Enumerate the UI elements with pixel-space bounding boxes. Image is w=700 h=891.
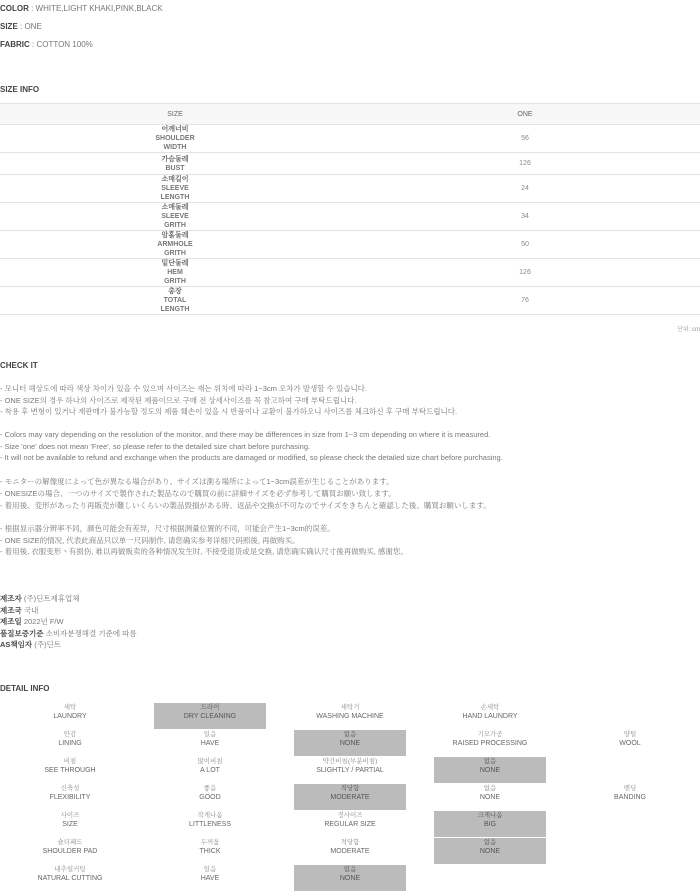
detail-label-ko: 많이비침 — [197, 758, 223, 765]
check-it-note: - ONESIZEの場合、一つのサイズで製作された製品なので購買の前に詳細サイズを必ず参考して購買お願い致します。 — [0, 489, 396, 498]
size-row-label-en: BUST — [165, 164, 185, 172]
maker-label: 제조자 — [0, 594, 22, 603]
detail-label-ko: 세탁기 — [340, 704, 360, 711]
detail-label-en: NONE — [479, 767, 501, 774]
check-it-note: - 根据显示器分辨率不同，颜色可能会有差异，尺寸根据测量位置的不同，可能会产生1~3cm的误差。 — [0, 524, 335, 533]
maker-line — [0, 639, 61, 650]
detail-label-ko: 세탁 — [63, 704, 77, 711]
detail-label-en: NONE — [339, 875, 361, 882]
detail-option — [154, 757, 266, 783]
detail-label-ko: 비침 — [63, 758, 77, 765]
check-it-title: CHECK IT — [0, 361, 38, 370]
detail-label-ko: 적당함 — [340, 839, 360, 846]
size-row-label — [0, 231, 350, 259]
maker-value: 2022년 F/W — [21, 617, 64, 626]
size-row-label-en: GRITH — [164, 222, 186, 229]
detail-label-en: RAISED PROCESSING — [452, 740, 528, 747]
size-row-label-ko: 소매길이 — [161, 176, 189, 183]
check-it-note: - モニターの解像度によって色が異なる場合があり、サイズは測る場所によって1~3cm誤差が生じることがあります。 — [0, 477, 394, 486]
detail-label-en: BIG — [483, 821, 497, 828]
detail-option — [434, 730, 546, 756]
detail-option — [434, 757, 546, 783]
check-it-note: - ONE SIZE의 경우 하나의 사이즈로 제작된 제품이므로 구매 전 상세사이즈를 꼭 참고하여 구매 부탁드립니다. — [0, 396, 357, 405]
detail-label-en: REGULAR SIZE — [324, 821, 376, 828]
detail-label-ko: 드라이 — [200, 704, 220, 711]
detail-option — [294, 811, 406, 837]
detail-grid — [0, 703, 700, 891]
detail-label-ko: 크게나옴 — [477, 812, 503, 819]
detail-label-en: DRY CLEANING — [183, 713, 237, 720]
size-row — [0, 125, 700, 153]
detail-label-ko: 신축성 — [60, 785, 80, 792]
maker-line — [0, 605, 38, 616]
detail-category — [14, 784, 126, 810]
detail-label-en: NONE — [339, 740, 361, 747]
detail-label-ko: 좋음 — [203, 785, 217, 792]
detail-label-en: WOOL — [619, 740, 641, 747]
size-row-value: 126 — [350, 259, 700, 287]
size-header-value: ONE — [350, 104, 700, 125]
size-row-label — [0, 259, 350, 287]
detail-label-en: LINING — [58, 740, 82, 747]
detail-label-en: MODERATE — [330, 848, 370, 855]
detail-label-en: HAVE — [200, 740, 220, 747]
spec-fabric — [0, 40, 93, 49]
detail-category — [14, 811, 126, 837]
detail-label-en: WASHING MACHINE — [316, 713, 384, 720]
size-row-label-en: HEM — [167, 269, 183, 276]
size-row — [0, 259, 700, 287]
detail-option — [294, 730, 406, 756]
size-row-value: 126 — [350, 153, 700, 175]
size-row-label-en: LENGTH — [160, 306, 190, 313]
maker-value: 국내 — [21, 605, 39, 615]
spec-color — [0, 4, 163, 13]
detail-option — [154, 703, 266, 729]
detail-label-ko: 없음 — [343, 866, 357, 873]
detail-label-ko: 약간비침(부분비침) — [322, 758, 378, 765]
size-table-header — [0, 104, 700, 125]
size-row-label — [0, 203, 350, 231]
size-unit: 단위: cm — [677, 327, 700, 333]
detail-label-ko: 있음 — [203, 866, 217, 873]
maker-label: 제조일 — [0, 617, 22, 626]
size-row — [0, 203, 700, 231]
detail-label-en: HAVE — [200, 875, 220, 882]
detail-label-ko: 있음 — [203, 731, 217, 738]
size-row-label-ko: 총장 — [168, 288, 182, 295]
detail-category — [14, 757, 126, 783]
spec-value: : WHITE,LIGHT KHAKI,PINK,BLACK — [28, 4, 163, 13]
size-row — [0, 287, 700, 315]
size-row-label-en: SLEEVE — [161, 213, 189, 220]
detail-option — [154, 784, 266, 810]
size-row-label — [0, 287, 350, 315]
detail-info-title: DETAIL INFO — [0, 684, 50, 693]
size-row-label-en: WIDTH — [163, 144, 187, 151]
detail-option — [154, 811, 266, 837]
size-row-label — [0, 153, 350, 175]
maker-label: 제조국 — [0, 605, 22, 615]
detail-option — [154, 730, 266, 756]
size-row-label-ko: 소매둘레 — [161, 204, 189, 211]
detail-category — [14, 703, 126, 729]
detail-label-en: LITTLENESS — [188, 821, 231, 828]
check-it-note: - 着用後、変形があったり再販売が難しいくらいの製品毀損がある時、返品や交換が不可なのでサイズをきちんと確認した後、購買お願いします。 — [0, 501, 491, 510]
detail-option — [434, 784, 546, 810]
detail-option — [574, 784, 686, 810]
detail-label-en: SEE THROUGH — [44, 767, 96, 774]
spec-label: SIZE — [0, 22, 18, 31]
size-row-label-en: GRITH — [164, 278, 186, 285]
detail-category — [14, 730, 126, 756]
check-it-note: - 모니터 해상도에 따라 색상 차이가 있을 수 있으며 사이즈는 재는 위치에 따라 1~3cm 오차가 발생할 수 있습니다. — [0, 384, 368, 393]
detail-option — [294, 784, 406, 810]
detail-label-en: MODERATE — [330, 794, 370, 801]
size-row-value: 34 — [350, 203, 700, 231]
spec-value: : COTTON 100% — [29, 40, 93, 49]
detail-label-ko: 사이즈 — [60, 812, 80, 819]
detail-label-en: FLEXIBILITY — [49, 794, 91, 801]
maker-label: AS책임자 — [0, 640, 33, 649]
check-it-note: - 着用後, 衣服变形丶有损伤, 难以再做贩卖的各种情况发生时, 不接受退货或是交换, 请您确实确认尺寸後再做购买, 感谢您。 — [0, 547, 408, 556]
maker-label: 품질보증기준 — [0, 628, 44, 638]
detail-label-en: A LOT — [200, 767, 220, 774]
detail-option — [434, 838, 546, 864]
detail-label-ko: 없음 — [483, 839, 497, 846]
detail-label-en: NONE — [479, 794, 501, 801]
detail-label-en: NONE — [479, 848, 501, 855]
spec-label: FABRIC — [0, 40, 30, 49]
detail-label-ko: 손세탁 — [480, 704, 500, 711]
check-it-note: - ONE SIZE的情况, 代表此商品只以单一尺码制作, 请您确实参考详细尺码照後, 再做购买。 — [0, 536, 300, 545]
spec-size — [0, 22, 42, 31]
size-row-value: 56 — [350, 125, 700, 153]
detail-label-ko: 내추럴커팅 — [54, 866, 86, 873]
size-row-label-en: SLEEVE — [161, 185, 189, 192]
spec-value: : ONE — [17, 22, 42, 31]
detail-label-en: BANDING — [614, 794, 646, 801]
detail-option — [434, 811, 546, 837]
spec-label: COLOR — [0, 4, 29, 13]
size-row — [0, 153, 700, 175]
detail-option — [434, 703, 546, 729]
size-info-title: SIZE INFO — [0, 85, 40, 94]
detail-label-ko: 없음 — [483, 785, 497, 792]
check-it-note: - 착용 후 변형이 있거나 재판매가 불가능할 정도의 제품 훼손이 있을 시 반품이나 교환이 불가하오니 사이즈를 체크하신 후 구매 부탁드립니다. — [0, 407, 458, 416]
detail-label-en: SIZE — [62, 821, 78, 828]
size-row-label-en: ARMHOLE — [157, 241, 193, 248]
detail-label-ko: 기모가공 — [477, 731, 503, 738]
detail-label-ko: 양털 — [623, 731, 637, 738]
size-row-label-ko: 암홀둘레 — [161, 232, 189, 239]
detail-label-ko: 작게나옴 — [197, 812, 223, 819]
detail-label-en: NATURAL CUTTING — [37, 875, 103, 882]
detail-option — [574, 730, 686, 756]
maker-value: (주)딘트 — [32, 640, 61, 649]
detail-label-ko: 숄더패드 — [57, 839, 83, 846]
detail-label-ko: 정사이즈 — [337, 812, 363, 819]
check-it-note: - Colors may vary depending on the resolution of the monitor, and there may be differences in size from 1~3 cm depending on where it is measured. — [0, 430, 491, 439]
detail-option — [154, 865, 266, 891]
detail-category — [14, 838, 126, 864]
size-table — [0, 103, 700, 315]
size-row — [0, 175, 700, 203]
detail-label-ko: 안감 — [63, 731, 77, 738]
maker-value: 소비자분쟁해결 기준에 따름 — [43, 628, 137, 638]
size-row-value: 24 — [350, 175, 700, 203]
size-header-label: SIZE — [0, 104, 350, 125]
detail-label-ko: 없음 — [343, 731, 357, 738]
maker-line — [0, 616, 64, 627]
size-row-label-ko: 밑단둘레 — [161, 260, 189, 267]
detail-option — [294, 865, 406, 891]
detail-label-ko: 없음 — [483, 758, 497, 765]
size-row — [0, 231, 700, 259]
size-row-label-en: GRITH — [164, 250, 186, 257]
detail-option — [294, 757, 406, 783]
detail-option — [294, 703, 406, 729]
size-row-label-en: SHOULDER — [155, 135, 195, 142]
size-row-value: 50 — [350, 231, 700, 259]
size-row-value: 76 — [350, 287, 700, 315]
detail-label-en: SLIGHTLY / PARTIAL — [316, 767, 384, 774]
detail-label-en: HAND LAUNDRY — [462, 713, 518, 720]
size-row-label-en: LENGTH — [160, 194, 190, 201]
size-row-label — [0, 175, 350, 203]
detail-label-en: THICK — [199, 848, 221, 855]
detail-category — [14, 865, 126, 891]
detail-label-ko: 두꺼움 — [200, 839, 220, 846]
maker-value: (주)딘트제휴업체 — [21, 594, 80, 603]
detail-label-en: GOOD — [199, 794, 221, 801]
size-row-label — [0, 125, 350, 153]
maker-line — [0, 593, 80, 604]
size-row-label-ko: 어깨너비 — [161, 126, 189, 133]
detail-label-en: LAUNDRY — [53, 713, 87, 720]
check-it-note: - Size 'one' does not mean 'Free', so please refer to the detailed size chart before purchasing. — [0, 442, 311, 451]
detail-label-en: SHOULDER PAD — [42, 848, 98, 855]
size-row-label-en: TOTAL — [163, 297, 187, 304]
detail-label-ko: 적당함 — [340, 785, 360, 792]
check-it-note: - It will not be available to refund and exchange when the products are damaged or modified, so please check the detailed size chart before purchasing. — [0, 453, 503, 462]
detail-option — [294, 838, 406, 864]
size-row-label-ko: 가슴둘레 — [161, 155, 189, 163]
detail-option — [154, 838, 266, 864]
maker-line — [0, 628, 137, 639]
detail-label-ko: 밴딩 — [623, 785, 637, 792]
